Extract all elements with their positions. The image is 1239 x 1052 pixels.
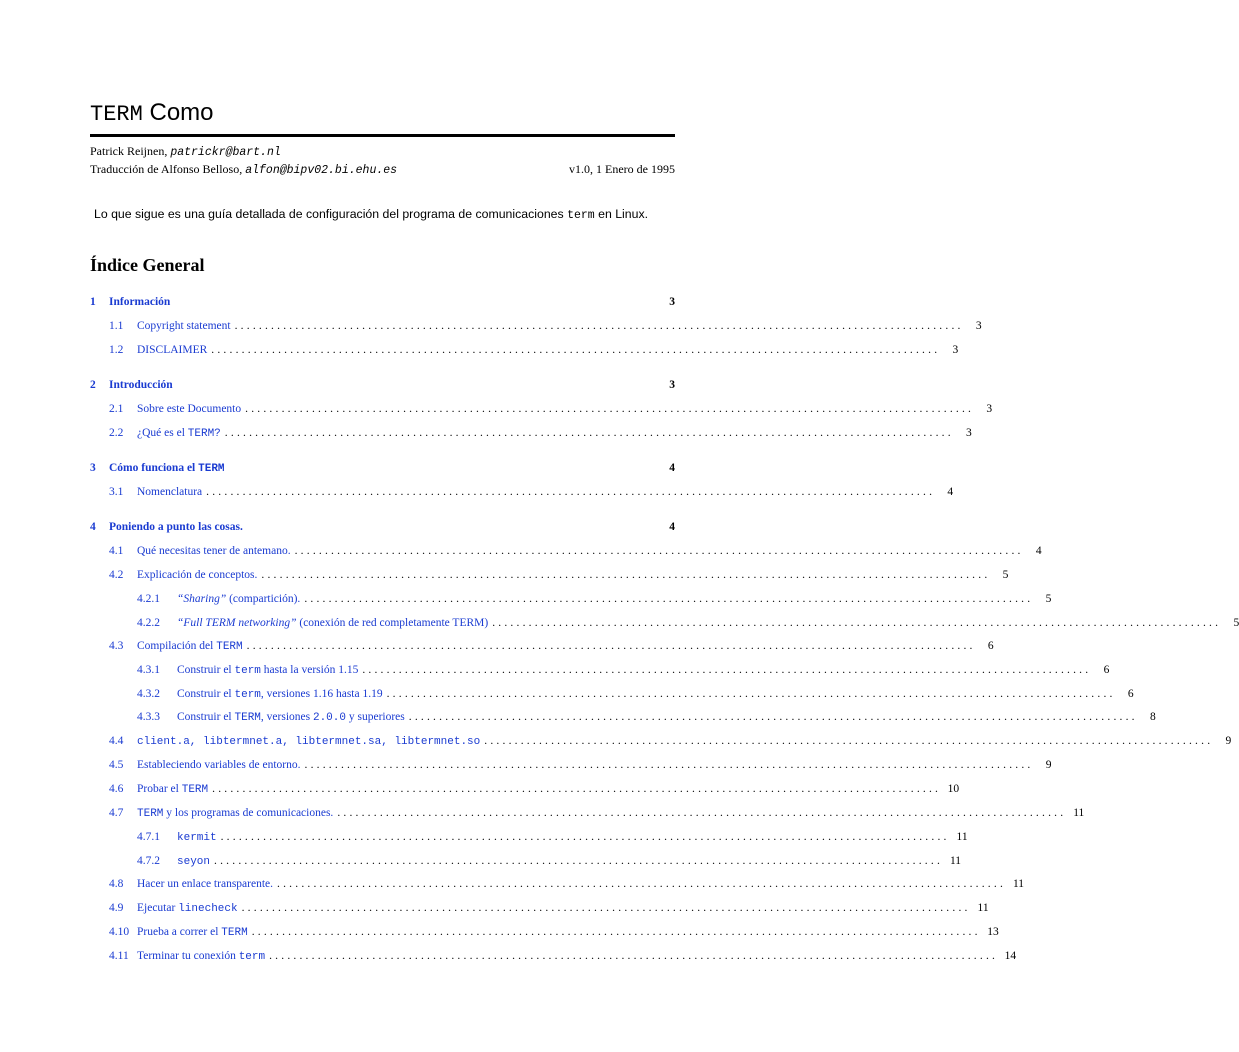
toc-entry-label-part: TERM xyxy=(221,927,248,939)
toc-dot-leader: ........................................................................................................................ xyxy=(212,783,942,795)
toc-entry-number: 4.3.1 xyxy=(137,664,160,676)
toc-entry[interactable] xyxy=(137,615,1239,631)
toc-entry-number: 4.2.1 xyxy=(137,593,160,605)
toc-entry-label-part: Ejecutar xyxy=(137,902,179,914)
toc-entry-page: 11 xyxy=(1073,807,1085,819)
toc-dot-leader: ........................................................................................................................ xyxy=(269,950,999,962)
toc-entry-label[interactable] xyxy=(109,294,170,310)
toc-dot-leader: ........................................................................................................................ xyxy=(277,878,1007,890)
toc-entry-page: 5 xyxy=(1002,569,1009,581)
toc-entry-number: 3.1 xyxy=(109,486,124,498)
toc-entry-number: 4.5 xyxy=(109,759,124,771)
toc-entry-label-part: “Sharing” xyxy=(177,593,227,605)
document-title xyxy=(90,96,214,132)
title-rule xyxy=(90,134,675,137)
translator-text: Traducción de Alfonso Belloso, xyxy=(90,162,243,176)
toc-entry-label-part: term xyxy=(234,689,261,701)
toc-entry-label-part: Nomenclatura xyxy=(137,486,203,498)
toc-dot-leader: ........................................................................................................................ xyxy=(304,593,1034,605)
toc-entry-number: 4.6 xyxy=(109,783,124,795)
toc-entry-page: 10 xyxy=(947,783,960,795)
toc-entry[interactable] xyxy=(109,401,993,417)
toc-entry-label-part: Hacer un enlace transparente. xyxy=(137,878,274,890)
toc-entry-page: 3 xyxy=(986,403,993,415)
toc-entry[interactable] xyxy=(137,662,1110,678)
toc-entry[interactable] xyxy=(109,781,960,797)
toc-dot-leader: ........................................................................................................................ xyxy=(251,926,981,938)
toc-entry[interactable] xyxy=(109,425,972,441)
toc-entry-number: 4.2.2 xyxy=(137,617,160,629)
toc-dot-leader: ........................................................................................................................ xyxy=(220,831,950,843)
toc-entry-label-part: term xyxy=(234,665,261,677)
translator-email[interactable]: alfon@bipv02.bi.ehu.es xyxy=(245,164,398,177)
toc-entry[interactable] xyxy=(137,709,1156,725)
toc-entry-label-part: client.a, libtermnet.a, libtermnet.sa, libtermnet.so xyxy=(137,736,481,748)
toc-entry-label-part: “Full TERM networking” xyxy=(177,617,297,629)
abstract-text-after: en Linux. xyxy=(598,207,649,221)
toc-entry-page: 4 xyxy=(669,521,675,533)
author-name: Patrick Reijnen, xyxy=(90,144,168,158)
toc-entry-page: 11 xyxy=(956,831,968,843)
toc-entry-label-part: Construir el xyxy=(177,688,235,700)
toc-entry-number: 4.8 xyxy=(109,878,124,890)
toc-entry[interactable] xyxy=(109,567,1009,583)
toc-entry-page: 3 xyxy=(952,344,959,356)
toc-entry-label-part: Introducción xyxy=(109,379,173,391)
toc-entry[interactable] xyxy=(90,294,675,310)
toc-entry-page: 14 xyxy=(1004,950,1017,962)
toc-entry-label[interactable] xyxy=(177,591,300,607)
toc-entry-number: 4.1 xyxy=(109,545,124,557)
toc-entry-page: 3 xyxy=(669,379,675,391)
toc-entry-page: 5 xyxy=(1045,593,1052,605)
toc-entry-label-part: Sobre este Documento xyxy=(137,403,242,415)
toc-entry-page: 11 xyxy=(949,855,962,867)
toc-entry[interactable] xyxy=(137,591,1052,607)
toc-entry-page: 4 xyxy=(669,462,675,474)
toc-entry-label[interactable] xyxy=(177,709,405,726)
toc-entry[interactable] xyxy=(109,900,989,916)
toc-entry-number: 2.1 xyxy=(109,403,124,415)
toc-entry-label[interactable] xyxy=(177,615,488,631)
toc-entry-label-part: Información xyxy=(109,296,171,308)
toc-entry-number: 4.9 xyxy=(109,902,124,914)
toc-entry[interactable] xyxy=(109,484,954,500)
toc-entry-label[interactable] xyxy=(137,401,241,417)
toc-entry-label-part: Copyright statement xyxy=(137,320,231,332)
toc-entry-label-part: TERM xyxy=(198,463,225,475)
toc-entry-label-part: Poniendo a punto las cosas. xyxy=(109,521,243,533)
toc-entry-number: 4.2 xyxy=(109,569,124,581)
toc-entry-page: 3 xyxy=(975,320,982,332)
toc-entry[interactable] xyxy=(137,853,962,869)
toc-entry-number: 4.4 xyxy=(109,735,124,747)
toc-entry-label-part: linecheck xyxy=(178,903,238,915)
toc-entry-label[interactable] xyxy=(137,638,243,655)
toc-entry-number: 1.2 xyxy=(109,344,124,356)
version-date: v1.0, 1 Enero de 1995 xyxy=(569,162,675,176)
toc-entry-page: 6 xyxy=(987,640,994,652)
toc-entry-page: 11 xyxy=(977,902,989,914)
toc-entry-label[interactable] xyxy=(177,829,217,846)
toc-entry-label-part: term xyxy=(238,951,266,963)
toc-dot-leader: ........................................................................................................................ xyxy=(304,759,1034,771)
toc-entry-label-part: Terminar tu conexión xyxy=(137,950,239,962)
toc-entry-label[interactable] xyxy=(177,853,210,870)
toc-dot-leader: ........................................................................................................................ xyxy=(261,569,991,581)
toc-entry-label-part: Estableciendo variables de entorno. xyxy=(137,759,301,771)
toc-entry-label[interactable] xyxy=(137,781,208,798)
toc-dot-leader: ........................................................................................................................ xyxy=(241,902,971,914)
toc-entry-page: 6 xyxy=(1103,664,1110,676)
toc-entry[interactable] xyxy=(109,805,1085,821)
toc-entry-label[interactable] xyxy=(137,805,333,822)
toc-entry-label-part: TERM xyxy=(216,641,243,653)
toc-entry-page: 13 xyxy=(987,926,999,938)
toc-entry-number: 2 xyxy=(90,379,96,391)
toc-entry-label[interactable] xyxy=(137,342,207,358)
toc-entry-label[interactable] xyxy=(137,900,238,917)
toc-entry-label-part: hasta la versión 1.15 xyxy=(260,664,359,676)
toc-entry-number: 4.10 xyxy=(109,926,130,938)
toc-dot-leader: ........................................................................................................................ xyxy=(211,344,941,356)
toc-entry-page: 5 xyxy=(1233,617,1239,629)
toc-entry-page: 4 xyxy=(1035,545,1042,557)
toc-entry[interactable] xyxy=(109,543,1042,559)
toc-entry-page: 3 xyxy=(966,427,972,439)
toc-entry-page: 11 xyxy=(1012,878,1025,890)
author-line xyxy=(90,143,281,161)
toc-entry-number: 4.7.1 xyxy=(137,831,160,843)
toc-entry-number: 4.3.2 xyxy=(137,688,160,700)
abstract xyxy=(94,206,648,224)
toc-entry-label[interactable] xyxy=(137,543,291,559)
toc-entry-label[interactable] xyxy=(109,377,173,393)
toc-entry-page: 9 xyxy=(1045,759,1052,771)
toc-entry-label-part: Prueba a correr el xyxy=(137,926,222,938)
title-term: TERM xyxy=(90,102,143,127)
toc-entry[interactable] xyxy=(109,638,994,654)
toc-dot-leader: ........................................................................................................................ xyxy=(408,711,1138,723)
toc-entry-label[interactable] xyxy=(137,318,231,334)
toc-entry-page: 4 xyxy=(947,486,954,498)
toc-entry-number: 4.3.3 xyxy=(137,711,160,723)
toc-entry[interactable] xyxy=(137,829,968,845)
toc-entry[interactable] xyxy=(109,876,1025,892)
toc-entry-label-part: Explicación de conceptos. xyxy=(137,569,258,581)
toc-entry[interactable] xyxy=(90,519,675,535)
toc-entry-label-part: (compartición). xyxy=(226,593,301,605)
toc-dot-leader: ........................................................................................................................ xyxy=(362,664,1092,676)
toc-dot-leader: ........................................................................................................................ xyxy=(245,403,975,415)
toc-entry-page: 9 xyxy=(1225,735,1232,747)
toc-entry-label[interactable] xyxy=(109,519,243,535)
toc-entry[interactable] xyxy=(109,342,959,358)
toc-entry-label-part: TERM? xyxy=(187,428,221,440)
toc-entry-number: 4.3 xyxy=(109,640,124,652)
toc-entry-label[interactable] xyxy=(109,460,225,477)
toc-entry-number: 4.11 xyxy=(109,950,129,962)
toc-entry-label-part: TERM xyxy=(234,712,261,724)
toc-entry-label-part: ¿Qué es el xyxy=(137,427,188,439)
author-email[interactable]: patrickr@bart.nl xyxy=(170,146,281,159)
toc-entry[interactable] xyxy=(109,757,1052,773)
toc-entry-label-part: DISCLAIMER xyxy=(137,344,208,356)
toc-dot-leader: ........................................................................................................................ xyxy=(206,486,936,498)
toc-entry-label-part: , versiones xyxy=(260,711,313,723)
toc-entry[interactable] xyxy=(109,924,999,940)
toc-dot-leader: ........................................................................................................................ xyxy=(214,855,944,867)
toc-dot-leader: ........................................................................................................................ xyxy=(386,688,1116,700)
toc-entry-page: 3 xyxy=(669,296,675,308)
toc-entry-page: 8 xyxy=(1150,711,1156,723)
toc-entry[interactable] xyxy=(90,460,675,476)
toc-entry-number: 4 xyxy=(90,521,96,533)
toc-entry-label-part: Construir el xyxy=(177,711,235,723)
toc-dot-leader: ........................................................................................................................ xyxy=(294,545,1024,557)
toc-entry-number: 2.2 xyxy=(109,427,124,439)
abstract-text-before: Lo que sigue es una guía detallada de configuración del programa de comunicaciones xyxy=(94,207,564,221)
toc-entry-label[interactable] xyxy=(137,484,202,500)
toc-entry[interactable] xyxy=(90,377,675,393)
toc-entry-number: 4.7 xyxy=(109,807,124,819)
toc-dot-leader: ........................................................................................................................ xyxy=(337,807,1067,819)
toc-entry-label[interactable] xyxy=(177,686,383,703)
toc-entry-label[interactable] xyxy=(137,876,273,892)
toc-dot-leader: ........................................................................................................................ xyxy=(492,617,1222,629)
toc-entry-label-part: seyon xyxy=(177,856,211,868)
toc-entry-label-part: y los programas de comunicaciones. xyxy=(163,807,334,819)
toc-dot-leader: ........................................................................................................................ xyxy=(224,427,954,439)
toc-entry-number: 1 xyxy=(90,296,96,308)
toc-entry-label-part: (conexión de red completamente TERM) xyxy=(296,617,489,629)
toc-entry-label[interactable] xyxy=(137,425,221,442)
title-como: Como xyxy=(149,99,214,126)
toc-entry-label[interactable] xyxy=(137,924,248,941)
toc-entry-label-part: Cómo funciona el xyxy=(109,462,199,474)
toc-entry[interactable] xyxy=(109,948,1017,964)
toc-entry-label[interactable] xyxy=(137,757,301,773)
toc-entry-label[interactable] xyxy=(137,567,257,583)
toc-entry-label-part: Construir el xyxy=(177,664,235,676)
abstract-term: term xyxy=(567,209,595,222)
toc-entry[interactable] xyxy=(109,318,982,334)
toc-entry-label-part: , versiones 1.16 hasta 1.19 xyxy=(260,688,383,700)
translator-line xyxy=(90,161,397,179)
toc-dot-leader: ........................................................................................................................ xyxy=(484,735,1214,747)
toc-entry[interactable] xyxy=(137,686,1134,702)
toc-entry[interactable] xyxy=(109,733,1232,749)
toc-dot-leader: ........................................................................................................................ xyxy=(246,640,976,652)
toc-heading: Índice General xyxy=(90,255,205,275)
toc-entry-label[interactable] xyxy=(137,948,265,965)
toc-entry-label-part: y superiores xyxy=(345,711,405,723)
toc-entry-label-part: Qué necesitas tener de antemano. xyxy=(137,545,291,557)
toc-entry-number: 1.1 xyxy=(109,320,124,332)
toc-entry-label-part: TERM xyxy=(181,784,209,796)
toc-entry-number: 3 xyxy=(90,462,96,474)
toc-entry-page: 6 xyxy=(1127,688,1134,700)
toc-entry-label-part: Compilación del xyxy=(137,640,217,652)
toc-entry-label-part: kermit xyxy=(177,832,217,844)
toc-entry-label[interactable] xyxy=(137,733,480,750)
toc-entry-label-part: Probar el xyxy=(137,783,182,795)
toc-entry-label-part: TERM xyxy=(137,808,164,820)
toc-entry-number: 4.7.2 xyxy=(137,855,160,867)
toc-entry-label-part: 2.0.0 xyxy=(312,712,346,724)
toc-dot-leader: ........................................................................................................................ xyxy=(234,320,964,332)
toc-entry-label[interactable] xyxy=(177,662,358,679)
